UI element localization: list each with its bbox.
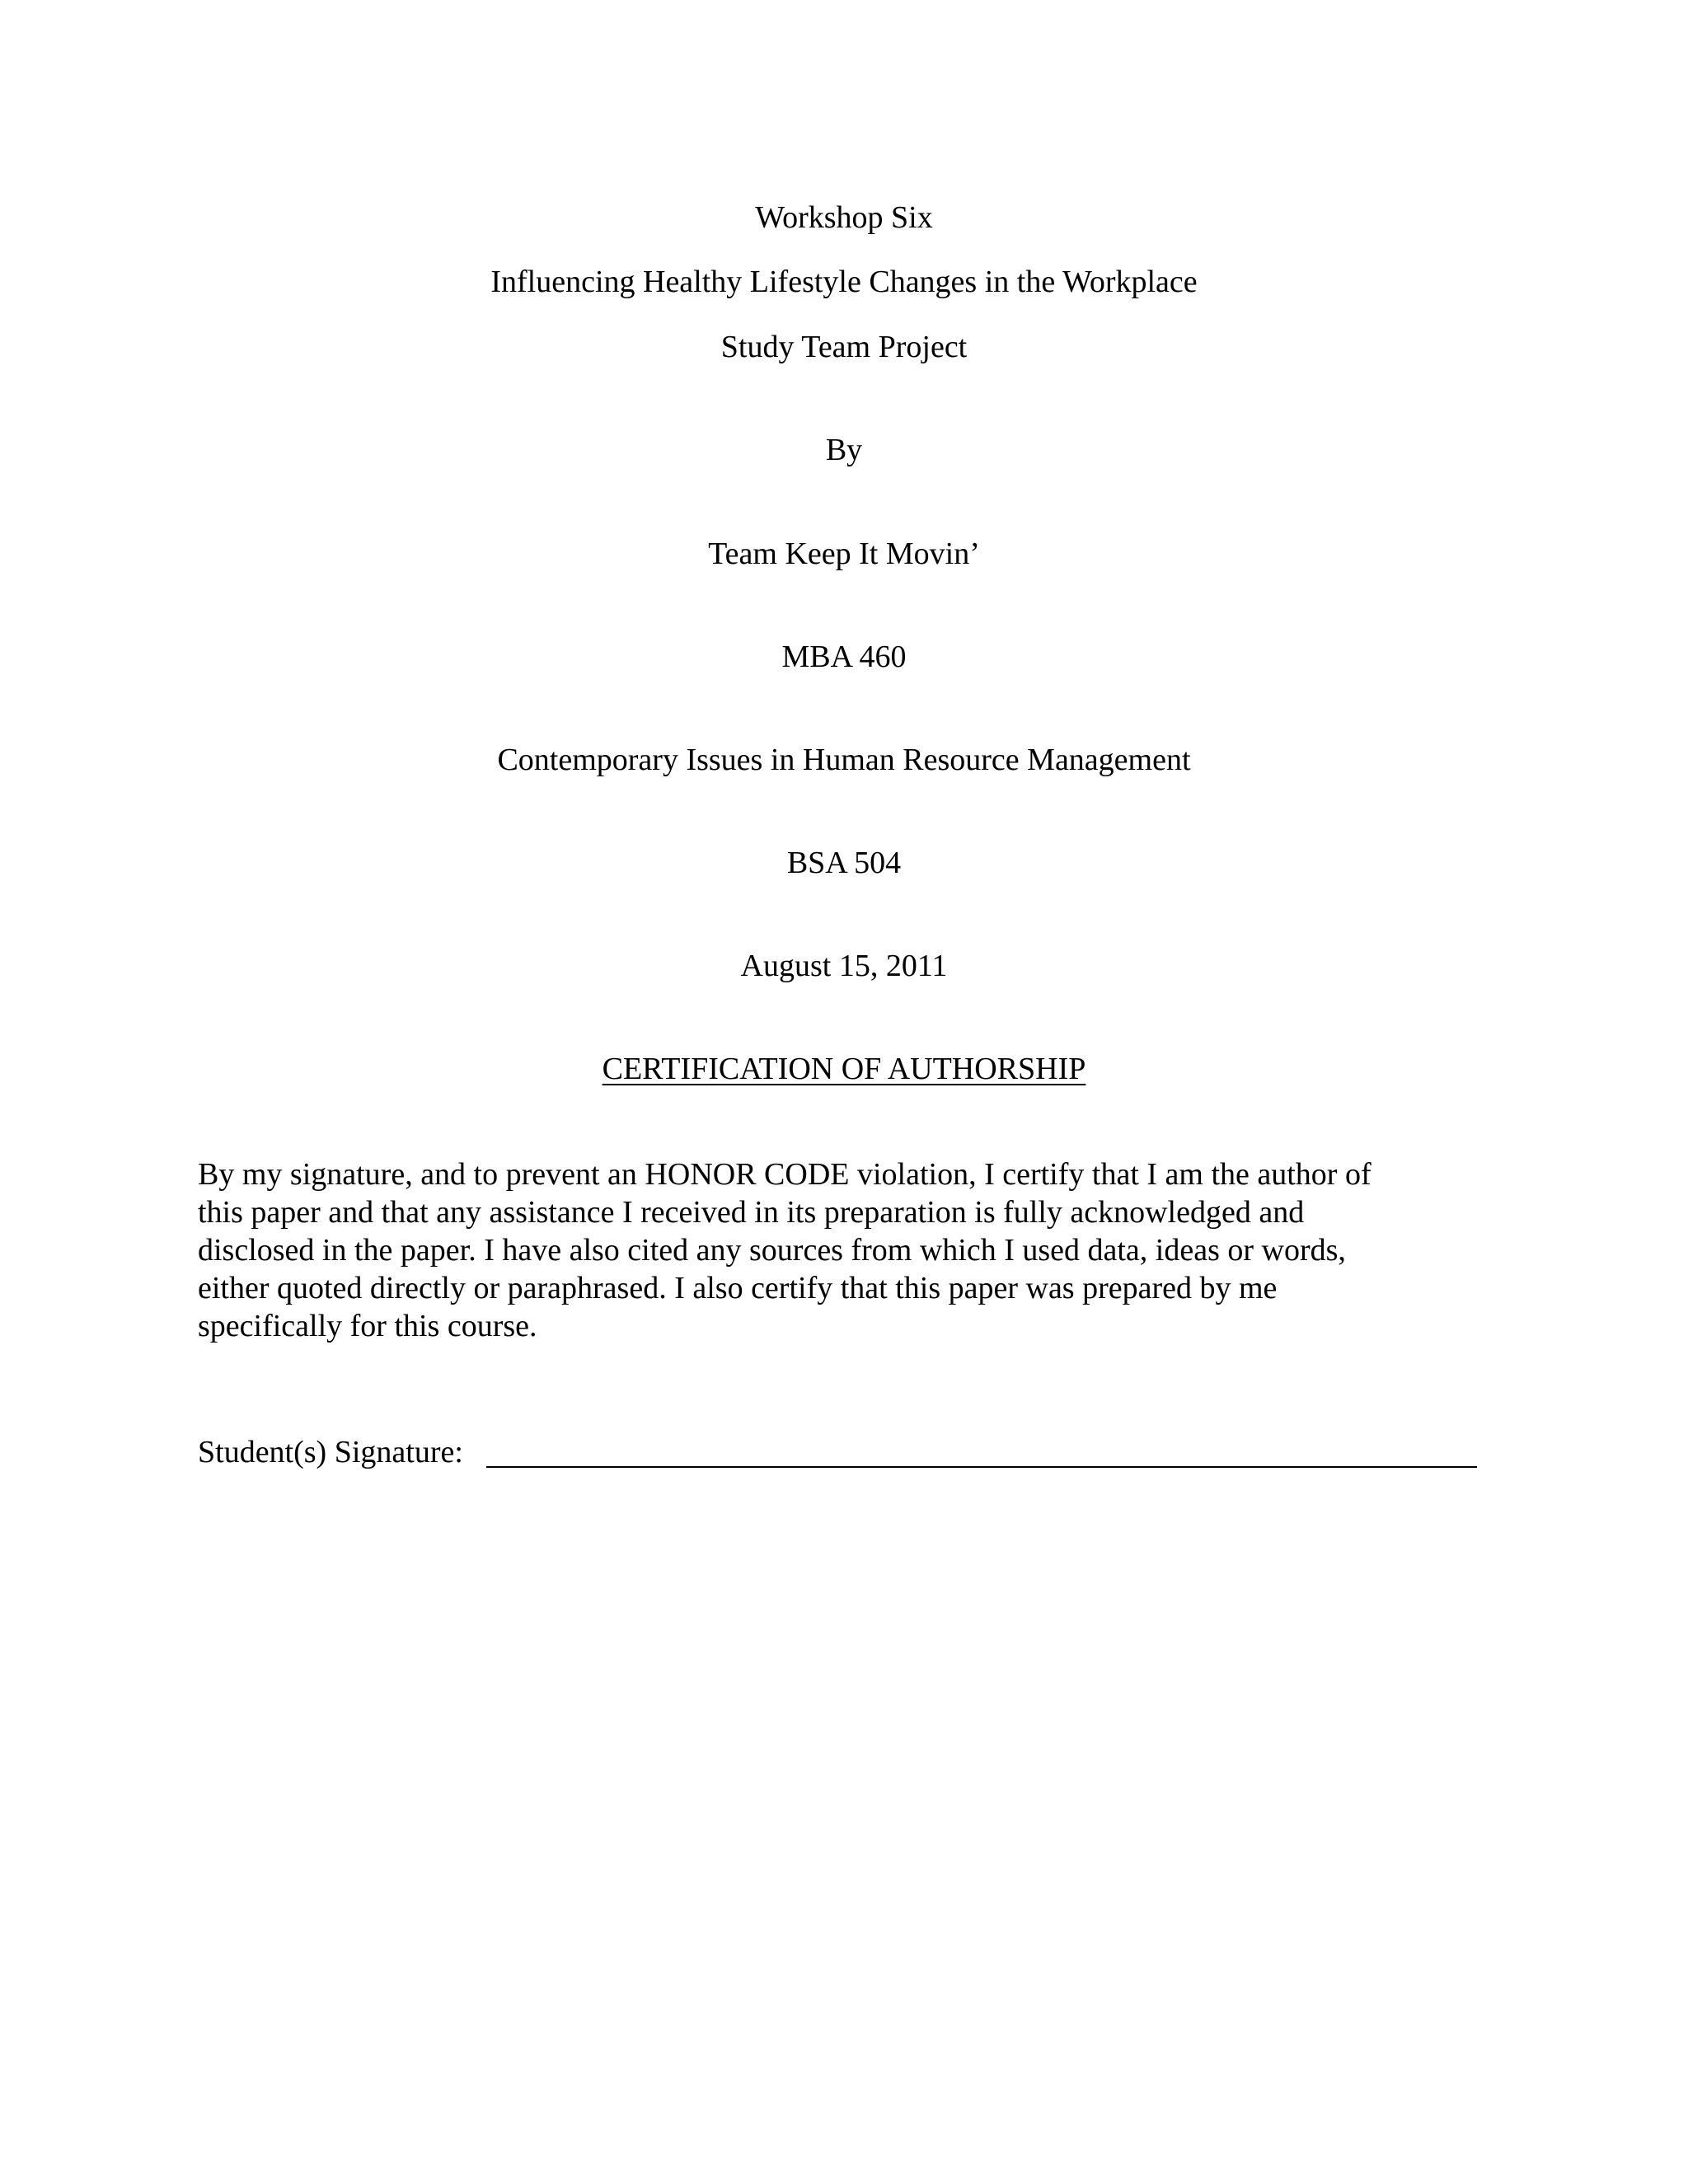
- signature-line[interactable]: [486, 1466, 1477, 1468]
- statement-line: either quoted directly or paraphrased. I also certify that this paper was prepared by me: [198, 1271, 1278, 1305]
- statement-line: disclosed in the paper. I have also cited any sources from which I used data, ideas or words,: [198, 1233, 1346, 1268]
- certification-heading: CERTIFICATION OF AUTHORSHIP: [602, 1052, 1086, 1086]
- statement-line: By my signature, and to prevent an HONOR CODE violation, I certify that I am the author of: [198, 1157, 1372, 1192]
- certification-statement: [198, 1155, 1500, 1345]
- statement-line: specifically for this course.: [198, 1309, 537, 1343]
- course-name: Contemporary Issues in Human Resource Management: [497, 743, 1191, 777]
- signature-row: [198, 1434, 1484, 1475]
- course-code: MBA 460: [781, 640, 907, 674]
- certification-heading-row: [0, 1051, 1688, 1087]
- by-label: By: [825, 433, 863, 467]
- team-name: Team Keep It Movin’: [708, 537, 980, 571]
- statement-line: this paper and that any assistance I received in its preparation is fully acknowledged and: [198, 1195, 1305, 1230]
- submission-date: August 15, 2011: [740, 949, 948, 983]
- section-code: BSA 504: [786, 846, 902, 880]
- project-type: Study Team Project: [720, 330, 968, 364]
- signature-label: Student(s) Signature:: [198, 1435, 463, 1469]
- workshop-title: Workshop Six: [755, 200, 933, 235]
- project-title: Influencing Healthy Lifestyle Changes in the Workplace: [490, 265, 1198, 299]
